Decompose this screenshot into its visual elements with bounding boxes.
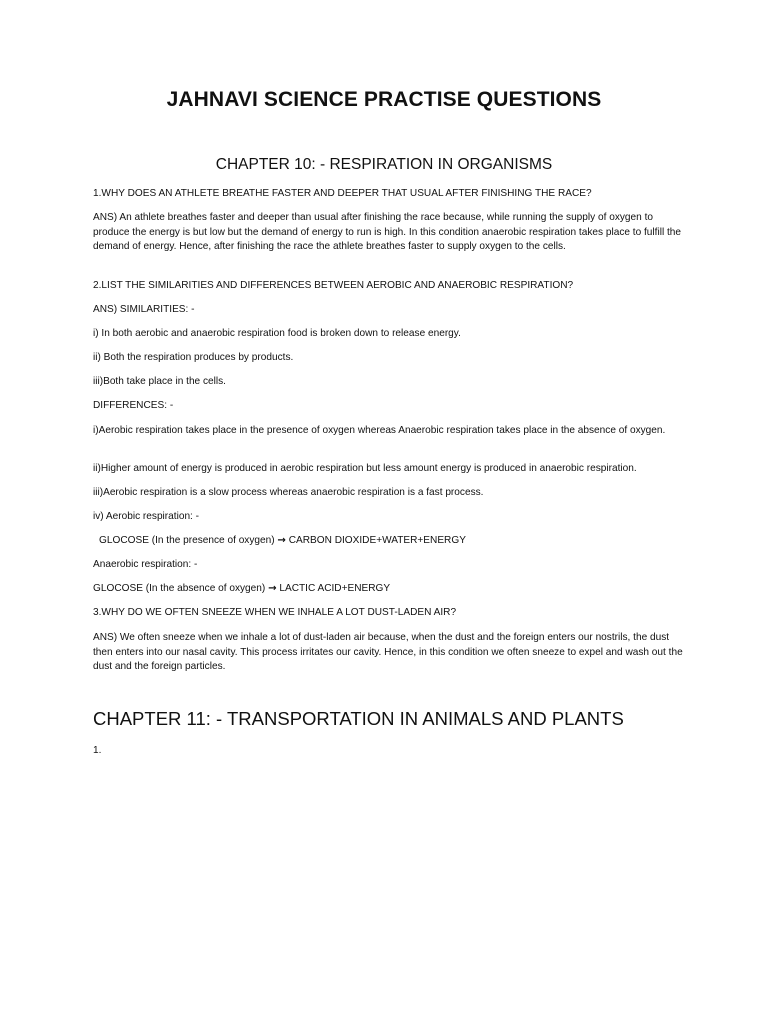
arrow-icon: →: [277, 535, 286, 546]
chapter-11-question-1: 1.: [93, 745, 102, 756]
chapter-10-heading: CHAPTER 10: - RESPIRATION IN ORGANISMS: [215, 156, 553, 173]
anaerobic-label: Anaerobic respiration: -: [93, 559, 198, 570]
equation-product: CARBON DIOXIDE+WATER+ENERGY: [288, 535, 466, 546]
aerobic-equation: [93, 534, 689, 549]
page-title: JAHNAVI SCIENCE PRACTISE QUESTIONS: [166, 88, 602, 111]
similarity-item: ii) Both the respiration produces by products.: [93, 352, 294, 363]
similarity-item: i) In both aerobic and anaerobic respiration food is broken down to release energy.: [93, 328, 461, 339]
difference-item: i)Aerobic respiration takes place in the presence of oxygen whereas Anaerobic respiration takes place in the absence of oxygen.: [93, 425, 666, 436]
difference-item: iii)Aerobic respiration is a slow process whereas anaerobic respiration is a fast process.: [93, 487, 484, 498]
similarities-label: ANS) SIMILARITIES: -: [93, 304, 195, 315]
anaerobic-equation: [93, 582, 683, 597]
equation-reactant: GLOCOSE (In the presence of oxygen): [99, 535, 275, 546]
question-1: 1.WHY DOES AN ATHLETE BREATHE FASTER AND DEEPER THAT USUAL AFTER FINISHING THE RACE?: [93, 188, 592, 199]
difference-item: iv) Aerobic respiration: -: [93, 511, 200, 522]
question-3: 3.WHY DO WE OFTEN SNEEZE WHEN WE INHALE A LOT DUST-LADEN AIR?: [93, 607, 457, 618]
differences-label: DIFFERENCES: -: [93, 400, 174, 411]
equation-reactant: GLOCOSE (In the absence of oxygen): [93, 583, 266, 594]
difference-item: ii)Higher amount of energy is produced in aerobic respiration but less amount energy is produced in anaerobic respiration.: [93, 463, 637, 474]
similarity-item: iii)Both take place in the cells.: [93, 376, 226, 387]
arrow-icon: →: [268, 583, 277, 594]
question-2: 2.LIST THE SIMILARITIES AND DIFFERENCES BETWEEN AEROBIC AND ANAEROBIC RESPIRATION?: [93, 280, 574, 291]
chapter-11-heading: CHAPTER 11: - TRANSPORTATION IN ANIMALS AND PLANTS: [93, 708, 624, 729]
equation-product: LACTIC ACID+ENERGY: [279, 583, 391, 594]
answer-3: ANS) We often sneeze when we inhale a lot of dust-laden air because, when the dust and the foreign enters our nostrils, the dust then enters into our nasal cavity. This process irritates our cavity. Hence, in this condition we often sneeze to expel and wash out the dust and the foreign particles.: [93, 632, 683, 672]
answer-1: ANS) An athlete breathes faster and deeper than usual after finishing the race because, while running the supply of oxygen to produce the energy is but low but the demand of energy to run is high. In this condition anaerobic respiration takes place to fulfill the demand of energy. Hence, after finishing the race the athlete breathes faster to supply oxygen to the cells.: [93, 212, 682, 252]
